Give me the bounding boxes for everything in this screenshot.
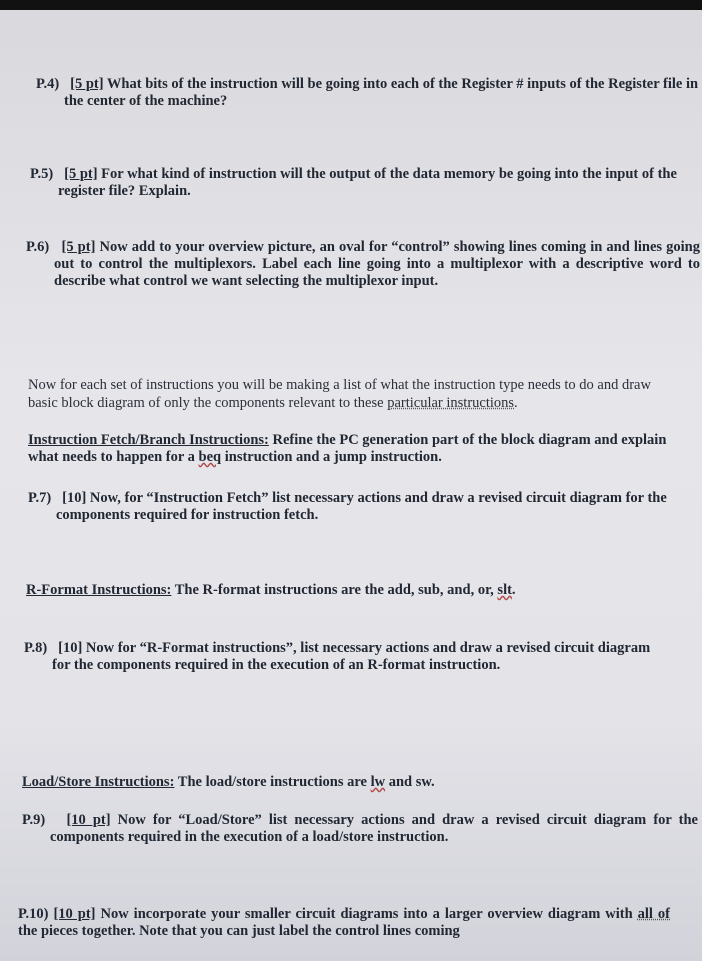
question-text: Now, for “Instruction Fetch” list necessary actions and draw a revised circuit diagram for the components required for instruction fetch. [56, 490, 667, 523]
rformat-slt: slt [497, 582, 512, 598]
question-text: Now for “Load/Store” list necessary actions and draw a revised circuit diagram for the components required in the execution of a load/store instruction. [50, 812, 698, 845]
question-p6 [26, 239, 700, 290]
intro-end: . [514, 395, 518, 411]
points: [10 pt] [66, 812, 111, 828]
question-text: For what kind of instruction will the output of the data memory be going into the input of the register file? Explain. [58, 166, 677, 199]
intro-emphasis: particular instructions [387, 395, 515, 411]
points: [5 pt] [70, 76, 104, 92]
fetch-text-a: Refine the PC generation part of the block diagram and explain what needs to happen for a [28, 432, 667, 465]
question-number: P.6) [26, 239, 50, 255]
rformat-section [26, 582, 672, 599]
rformat-heading: R-Format Instructions: [26, 582, 172, 598]
loadstore-end: and sw. [388, 774, 435, 790]
points: [10] [58, 640, 83, 656]
question-p10 [18, 906, 670, 940]
question-number: P.4) [36, 76, 60, 92]
question-text-a: Now incorporate your smaller circuit diagrams into a larger overview diagram with [100, 906, 633, 922]
fetch-text-b: instruction and a jump instruction. [224, 449, 442, 465]
question-p8 [24, 640, 672, 674]
loadstore-text: The load/store instructions are [177, 774, 367, 790]
fetch-section [28, 432, 674, 466]
question-number: P.7) [28, 490, 52, 506]
question-text: Now for “R-Format instructions”, list necessary actions and draw a revised circuit diagram for the components required in the execution of an R-format instruction. [52, 640, 651, 673]
question-emphasis: all of [637, 906, 671, 922]
intro-text: Now for each set of instructions you will be making a list of what the instruction type needs to do and draw basic block diagram of only the components relevant to these [28, 377, 651, 411]
loadstore-section [22, 774, 668, 791]
points: [5 pt] [61, 239, 96, 255]
question-number: P.8) [24, 640, 48, 656]
question-number: P.5) [30, 166, 54, 182]
question-p7 [28, 490, 702, 524]
question-p4 [36, 76, 702, 110]
fetch-heading: Instruction Fetch/Branch Instructions: [28, 432, 269, 448]
rformat-end: . [511, 582, 516, 598]
question-text-b: the pieces together. Note that you can just label the control lines coming [18, 923, 460, 939]
points: [10 pt] [53, 906, 96, 922]
loadstore-lw: lw [370, 774, 386, 790]
question-p5 [30, 166, 702, 200]
question-number: P.10) [18, 906, 49, 922]
points: [10] [62, 490, 87, 506]
loadstore-heading: Load/Store Instructions: [22, 774, 175, 790]
intro-paragraph [28, 376, 674, 412]
question-p9 [22, 812, 698, 846]
fetch-beq: beq [198, 449, 222, 465]
rformat-text: The R-format instructions are the add, sub, and, or, [174, 582, 494, 598]
question-text: What bits of the instruction will be going into each of the Register # inputs of the Register file in the center of the machine? [64, 76, 699, 109]
top-edge-bar [0, 0, 702, 10]
points: [5 pt] [64, 166, 98, 182]
question-text: Now add to your overview picture, an oval for “control” showing lines coming in and lines going out to control the multiplexors. Label each line going into a multiplexor with a descriptive word to describe what control we want selecting the multiplexor input. [54, 239, 700, 289]
question-number: P.9) [22, 812, 46, 828]
